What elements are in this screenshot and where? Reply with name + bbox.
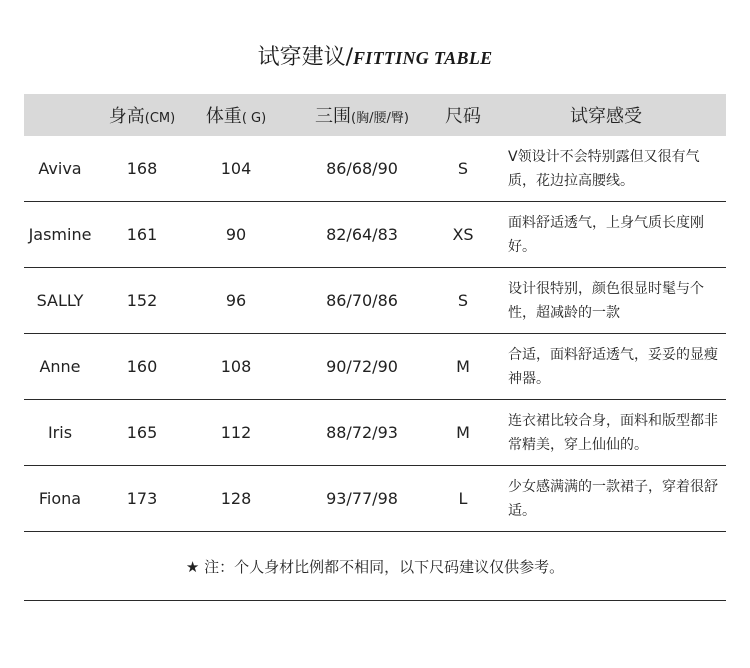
page-title [0, 40, 750, 71]
header-size: 尺码 [445, 106, 481, 127]
header-measurements-unit: (胸/腰/臀) [351, 111, 409, 126]
table-row [24, 400, 726, 466]
weight-value: 108 [220, 357, 252, 376]
size-value: M [456, 423, 470, 442]
header-height [96, 102, 188, 128]
weight-value: 104 [220, 159, 252, 178]
height-value: 173 [126, 489, 158, 508]
fitting-feedback: V领设计不会特别露但又很有气质，花边拉高腰线。 [508, 148, 700, 189]
size-value: L [458, 489, 468, 508]
header-height-label: 身高 [108, 106, 145, 127]
weight-value: 96 [225, 291, 247, 310]
table-header-row [24, 94, 726, 136]
measurements-value: 90/72/90 [326, 357, 398, 376]
fitting-feedback: 少女感满满的一款裙子，穿着很舒适。 [508, 478, 718, 519]
table-row [24, 466, 726, 532]
measurements-value: 93/77/98 [326, 489, 398, 508]
fitting-feedback: 连衣裙比较合身，面料和版型都非常精美，穿上仙仙的。 [508, 412, 718, 453]
size-value: S [457, 159, 469, 178]
size-value: XS [452, 225, 474, 244]
weight-value: 112 [220, 423, 252, 442]
title-en: FITTING TABLE [353, 48, 493, 68]
fitting-feedback: 面料舒适透气，上身气质长度刚好。 [508, 214, 704, 255]
table-row [24, 268, 726, 334]
model-name: Anne [39, 357, 81, 376]
weight-value: 128 [220, 489, 252, 508]
size-value: S [457, 291, 469, 310]
header-feel: 试穿感受 [570, 106, 642, 127]
table-row [24, 202, 726, 268]
table-body [24, 136, 726, 532]
table-row [24, 334, 726, 400]
model-name: Iris [47, 423, 73, 442]
model-name: Fiona [38, 489, 82, 508]
measurements-value: 88/72/93 [326, 423, 398, 442]
height-value: 168 [126, 159, 158, 178]
header-weight [188, 102, 284, 128]
model-name: Aviva [38, 159, 82, 178]
fitting-table [24, 94, 726, 601]
title-cn: 试穿建议/ [257, 45, 353, 70]
weight-value: 90 [225, 225, 247, 244]
measurements-value: 82/64/83 [326, 225, 398, 244]
model-name: Jasmine [28, 225, 92, 244]
fitting-feedback: 设计很特别，颜色很显时髦与个性，超减龄的一款 [508, 280, 704, 321]
height-value: 152 [126, 291, 158, 310]
height-value: 165 [126, 423, 158, 442]
header-height-unit: (CM) [144, 111, 176, 126]
footnote: ★ 注：个人身材比例都不相同，以下尺码建议仅供参考。 [24, 532, 726, 601]
height-value: 160 [126, 357, 158, 376]
header-weight-label: 体重 [205, 106, 242, 127]
header-measurements-label: 三围 [315, 106, 352, 127]
model-name: SALLY [36, 291, 84, 310]
fitting-feedback: 合适，面料舒适透气，妥妥的显瘦神器。 [508, 346, 718, 387]
header-weight-unit: ( G) [241, 111, 267, 126]
header-measurements [284, 102, 440, 128]
size-value: M [456, 357, 470, 376]
table-row [24, 136, 726, 202]
height-value: 161 [126, 225, 158, 244]
measurements-value: 86/70/86 [326, 291, 398, 310]
measurements-value: 86/68/90 [326, 159, 398, 178]
